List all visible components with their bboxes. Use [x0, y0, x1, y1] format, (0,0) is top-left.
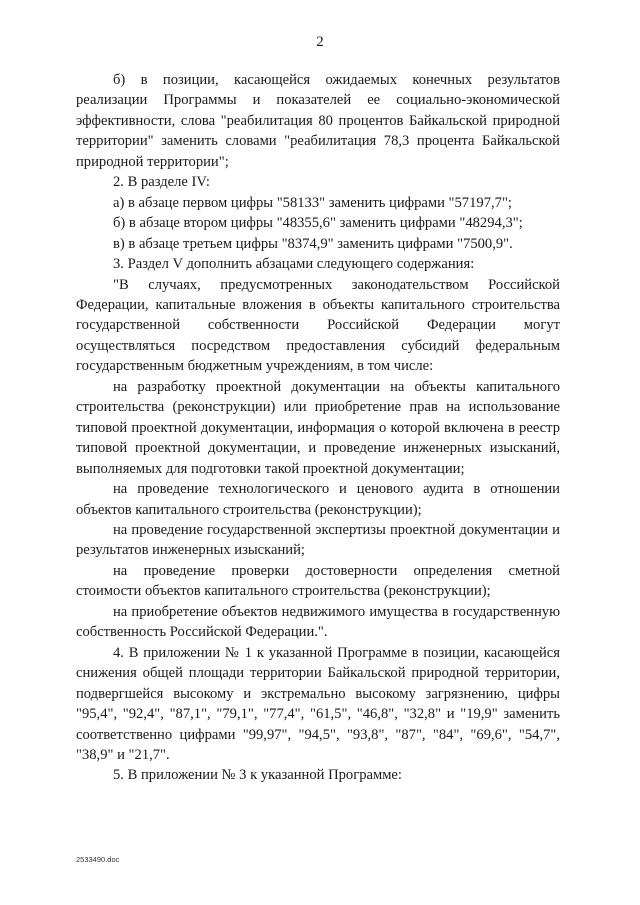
paragraph-cost-check: на проведение проверки достоверности определения сметной стоимости объектов капитального строительства (реконструкции); [76, 562, 560, 600]
document-body [76, 70, 560, 786]
paragraph-design-docs: на разработку проектной документации на объекты капитального строительства (реконструкции) или приобретение прав на использование типовой проектной документации, информация о которой включена в реестр типовой проектной документации, и проведение инженерных изысканий, выполняемых для подготовки такой проектной документации; [76, 378, 560, 477]
paragraph-iv-b: б) в абзаце втором цифры "48355,6" заменить цифрами "48294,3"; [113, 215, 523, 232]
paragraph-section-iv: 2. В разделе IV: [113, 174, 210, 191]
paragraph-state-expertise: на проведение государственной экспертизы проектной документации и результатов инженерных изысканий; [76, 521, 560, 559]
paragraph-iv-a: а) в абзаце первом цифры "58133" заменить цифрами "57197,7"; [113, 194, 512, 211]
page-number: 2 [316, 34, 324, 50]
paragraph-quote-intro: "В случаях, предусмотренных законодательством Российской Федерации, капитальные вложения в объекты капитального строительства государственной собственности Российской Федерации могут осуществляться посредством предоставления субсидий федеральным государственным бюджетным учреждениям, в том числе: [76, 276, 560, 375]
paragraph-section-v: 3. Раздел V дополнить абзацами следующего содержания: [113, 256, 475, 273]
document-filename: 2533490.doc [76, 855, 120, 864]
paragraph-real-estate: на приобретение объектов недвижимого имущества в государственную собственность Российской Федерации.". [76, 603, 560, 641]
paragraph-appendix-3: 5. В приложении № 3 к указанной Программе: [113, 767, 402, 784]
paragraph-tech-audit: на проведение технологического и ценового аудита в отношении объектов капитального строительства (реконструкции); [76, 481, 560, 518]
paragraph-appendix-1: 4. В приложении № 1 к указанной Программе в позиции, касающейся снижения общей площади территории Байкальской природной территории, подвергшейся высокому и экстремально высокому загрязнению, цифры "95,4", "92,4", "87,1", "79,1", "77,4", "61,5", "46,8", "32,8" и "19,9" заменить соответственно цифрами "99,97", "94,5", "93,8", "87", "84", "69,6", "54,7", "38,9" и "21,7". [76, 644, 560, 763]
paragraph-iv-c: в) в абзаце третьем цифры "8374,9" заменить цифрами "7500,9". [113, 235, 513, 252]
paragraph-1b-results: б) в позиции, касающейся ожидаемых конечных результатов реализации Программы и показателей ее социально-экономической эффективности, слова "реабилитация 80 процентов Байкальской природной территории" заменить словами "реабилитация 78,3 процента Байкальской природной территории"; [76, 72, 560, 170]
